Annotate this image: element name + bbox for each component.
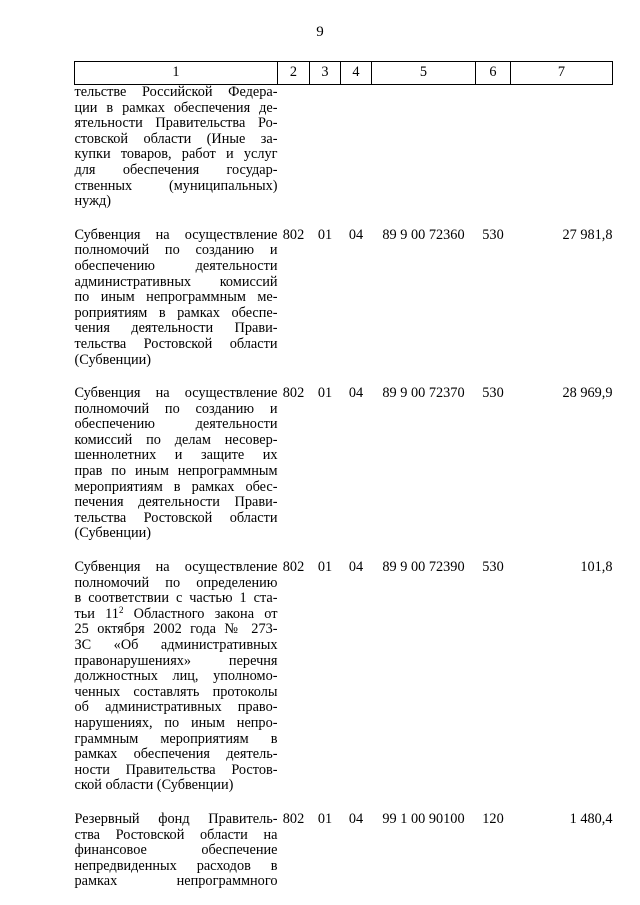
description-line: печения деятельности Прави-: [74, 494, 278, 511]
description-line: административных комиссий: [74, 273, 278, 290]
description-line: должностных лиц, уполномо-: [74, 668, 278, 685]
description-line: полномочий по созданию и: [74, 400, 278, 417]
description-line: Субвенция на осуществление: [74, 385, 278, 402]
description-line: (Субвенции): [74, 525, 152, 542]
description-line: ства Ростовской области на: [74, 826, 278, 843]
description-line: ской области (Субвенции): [74, 777, 234, 794]
description-line: тельства Ростовской области: [74, 335, 278, 352]
description-line: полномочий по созданию и: [74, 242, 278, 259]
description-line: нужд): [74, 193, 112, 210]
sum-cell: 28 969,9: [562, 385, 613, 402]
csr-cell: 89 9 00 72360: [382, 226, 465, 243]
rz-cell: 01: [317, 559, 333, 576]
csr-cell: 99 1 00 90100: [382, 810, 465, 827]
description-line: 25 октября 2002 года № 273-: [74, 621, 278, 638]
header-row: [75, 62, 613, 85]
table-row: [75, 85, 613, 210]
page-number: 9: [316, 24, 324, 40]
column-header: 2: [278, 62, 310, 85]
description-line: ЗС «Об административных: [74, 637, 278, 653]
vr-cell: [476, 85, 511, 210]
pr-cell: 04: [348, 559, 364, 576]
description-line: об административных право-: [74, 699, 278, 716]
description-line: рамках непрограммного: [74, 873, 278, 890]
description-line: роприятиям в рамках обеспе-: [74, 304, 278, 321]
sum-cell: 1 480,4: [569, 810, 613, 827]
superscript: 2: [118, 604, 124, 615]
csr-cell: 89 9 00 72370: [382, 385, 465, 402]
vr-cell: 120: [482, 810, 504, 827]
description-line: (Субвенции): [74, 351, 152, 368]
table-row: [75, 560, 613, 794]
csr-cell: [372, 85, 476, 210]
description-line: обеспечению деятельности: [74, 257, 278, 274]
description-line: Субвенция на осуществление: [74, 559, 278, 576]
description-line: обеспечению деятельности: [74, 416, 278, 433]
description-fragment: тьи 11: [74, 605, 119, 622]
pr-cell: 04: [348, 226, 364, 243]
description-line: шеннолетних и защите их: [74, 447, 278, 464]
row-description: [75, 560, 278, 794]
description-line: непредвиденных расходов в: [74, 857, 278, 874]
sum-cell: 101,8: [580, 559, 613, 576]
description-line: граммным мероприятиям в: [74, 730, 278, 747]
description-line: мероприятиям в рамках обес-: [74, 478, 278, 495]
table-row: [75, 812, 613, 890]
table-row: [75, 228, 613, 368]
description-line: нарушениях, по иным непро-: [74, 714, 278, 731]
row-description: [75, 85, 278, 210]
row-description: [75, 386, 278, 542]
description-line: тельства Ростовской области: [74, 509, 278, 526]
description-fragment: Областного закона от: [123, 605, 278, 622]
column-header: 5: [372, 62, 476, 85]
column-header: 4: [341, 62, 372, 85]
row-description: [75, 812, 278, 890]
column-header: 1: [75, 62, 278, 85]
description-line: правонарушениях» перечня: [74, 652, 278, 669]
description-line: ченных составлять протоколы: [74, 683, 278, 700]
description-line: купки товаров, работ и услуг: [74, 146, 278, 163]
description-line: прав по иным непрограммным: [74, 463, 278, 480]
description-line: финансовое обеспечение: [74, 842, 278, 859]
description-line: ятельности Правительства Ро-: [74, 115, 278, 132]
description-line: ции в рамках обеспечения де-: [74, 99, 278, 116]
description-line: стовской области (Иные за-: [74, 130, 278, 147]
description-line: комиссий по делам несовер-: [74, 431, 278, 448]
description-line: по иным непрограммным ме-: [74, 289, 278, 306]
table-row: [75, 386, 613, 542]
description-line: для обеспечения государ-: [74, 161, 278, 178]
sum-cell: [511, 85, 613, 210]
description-line: полномочий по определению: [74, 574, 278, 591]
ved-cell: 802: [282, 810, 305, 827]
rz-cell: 01: [317, 810, 333, 827]
column-header: 3: [310, 62, 341, 85]
csr-cell: 89 9 00 72390: [382, 559, 465, 576]
description-line: чения деятельности Прави-: [74, 320, 278, 337]
sum-cell: 27 981,8: [562, 226, 613, 243]
vr-cell: 530: [482, 226, 504, 243]
row-description: [75, 228, 278, 368]
ved-cell: 802: [282, 559, 305, 576]
rz-cell: 01: [317, 226, 333, 243]
ved-cell: [278, 85, 310, 210]
budget-table: [74, 61, 613, 890]
description-line: [74, 604, 278, 623]
rz-cell: 01: [317, 385, 333, 402]
description-line: ности Правительства Ростов-: [74, 761, 278, 778]
description-line: Резервный фонд Правитель-: [74, 810, 278, 827]
pr-cell: 04: [348, 385, 364, 402]
rz-cell: [310, 85, 341, 210]
pr-cell: 04: [348, 810, 364, 827]
column-header: 7: [511, 62, 613, 85]
description-line: в соответствии с частью 1 ста-: [74, 590, 278, 607]
description-line: Субвенция на осуществление: [74, 226, 278, 243]
ved-cell: 802: [282, 385, 305, 402]
description-line: рамках обеспечения деятель-: [74, 746, 278, 763]
description-line: ственных (муниципальных): [74, 177, 278, 194]
column-header: 6: [476, 62, 511, 85]
pr-cell: [341, 85, 372, 210]
vr-cell: 530: [482, 559, 504, 576]
description-line: тельстве Российской Федера-: [74, 84, 278, 100]
ved-cell: 802: [282, 226, 305, 243]
vr-cell: 530: [482, 385, 504, 402]
